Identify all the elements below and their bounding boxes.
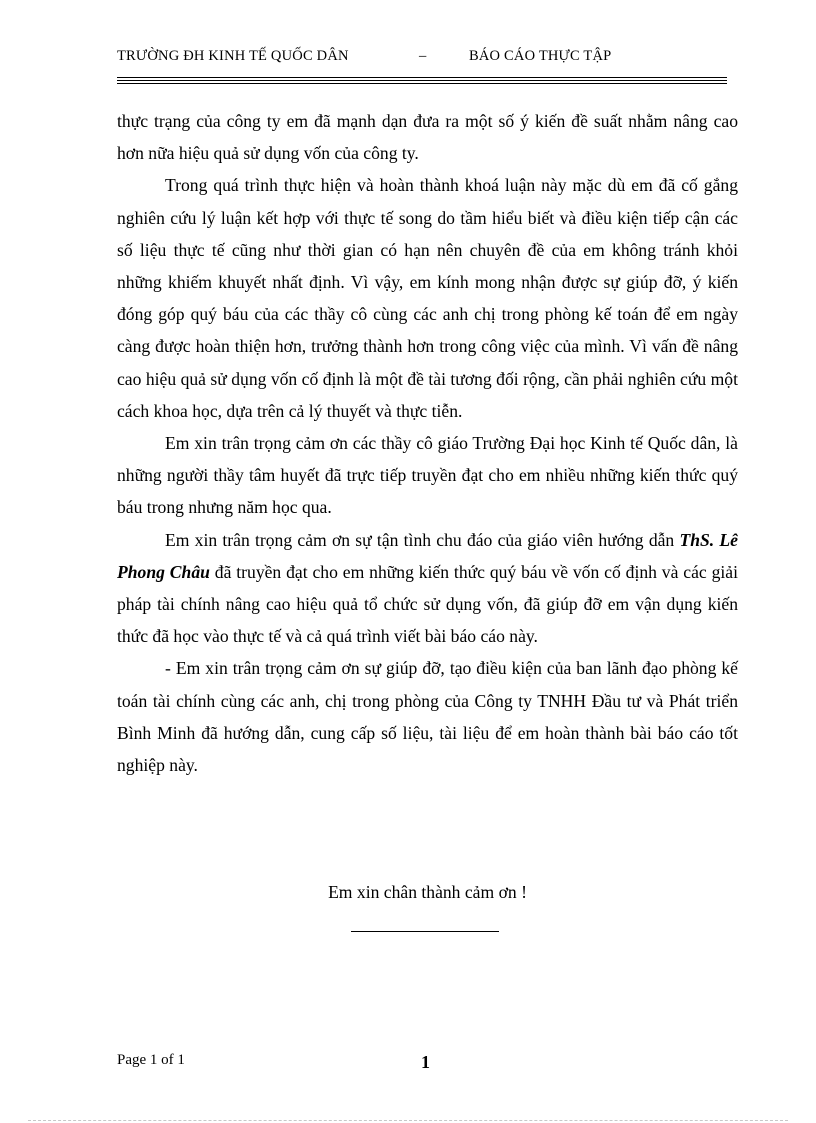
advisor-thanks-rest: đã truyền đạt cho em những kiến thức quý báu về vốn cố định và các giải pháp tài chính nâng cao hiệu quả tổ chức sử dụng vốn, đã giúp đỡ em vận dụng kiến thức đã học vào thực tế và cả quá trình viết bài báo cáo này.	[117, 561, 738, 647]
page-bottom-border	[28, 1120, 788, 1121]
paragraph-continuation: thực trạng của công ty em đã mạnh dạn đưa ra một số ý kiến đề suất nhằm nâng cao hơn nữa hiệu quả sử dụng vốn của công ty.	[117, 111, 738, 164]
document-body	[117, 105, 738, 781]
header-separator: –	[419, 48, 427, 64]
closing-thanks: Em xin chân thành cảm ơn !	[328, 882, 527, 902]
closing-underline	[351, 931, 499, 932]
footer-page-number: 1	[421, 1052, 430, 1072]
advisor-name: ThS. Lê Phong Châu	[117, 529, 738, 582]
header-divider-bottom	[117, 83, 727, 84]
page-header	[117, 48, 727, 68]
paragraph-limitations: Trong quá trình thực hiện và hoàn thành khoá luận này mặc dù em đã cố gắng nghiên cứu lý luận kết hợp với thực tế song do tầm hiểu biết và điều kiện tiếp cận các số liệu thực tế cũng như thời gian có hạn nên chuyên đề của em không tránh khỏi những khiếm khuyết nhất định. Vì vậy, em kính mong nhận được sự giúp đỡ, ý kiến đóng góp quý báu của các thầy cô cùng các anh chị trong phòng kế toán để em ngày càng được hoàn thiện hơn, trưởng thành hơn trong công việc của mình. Vì vấn đề nâng cao hiệu quả sử dụng vốn cố định là một đề tài tương đối rộng, cần phải nghiên cứu một cách khoa học, dựa trên cả lý thuyết và thực tiễn.	[117, 175, 738, 421]
paragraph-thanks-teachers: Em xin trân trọng cảm ơn các thầy cô giáo Trường Đại học Kinh tế Quốc dân, là những người thầy tâm huyết đã trực tiếp truyền đạt cho em nhiều những kiến thức quý báu trong nhưng năm học qua.	[117, 433, 738, 518]
footer-page-of: Page 1 of 1	[117, 1052, 185, 1068]
header-divider-middle	[117, 80, 727, 81]
paragraph-thanks-advisor	[117, 524, 738, 653]
header-report-title: BÁO CÁO THỰC TẬP	[469, 48, 612, 64]
paragraph-thanks-company: - Em xin trân trọng cảm ơn sự giúp đỡ, tạo điều kiện của ban lãnh đạo phòng kế toán tài chính cùng các anh, chị trong phòng của Công ty TNHH Đầu tư và Phát triển Bình Minh đã hướng dẫn, cung cấp số liệu, tài liệu để em hoàn thành bài báo cáo tốt nghiệp này.	[117, 658, 738, 776]
advisor-thanks-lead: Em xin trân trọng cảm ơn sự tận tình chu đáo của giáo viên hướng dẫn	[165, 529, 680, 550]
header-divider-top	[117, 77, 727, 78]
header-school-name: TRƯỜNG ĐH KINH TẾ QUỐC DÂN	[117, 48, 349, 64]
